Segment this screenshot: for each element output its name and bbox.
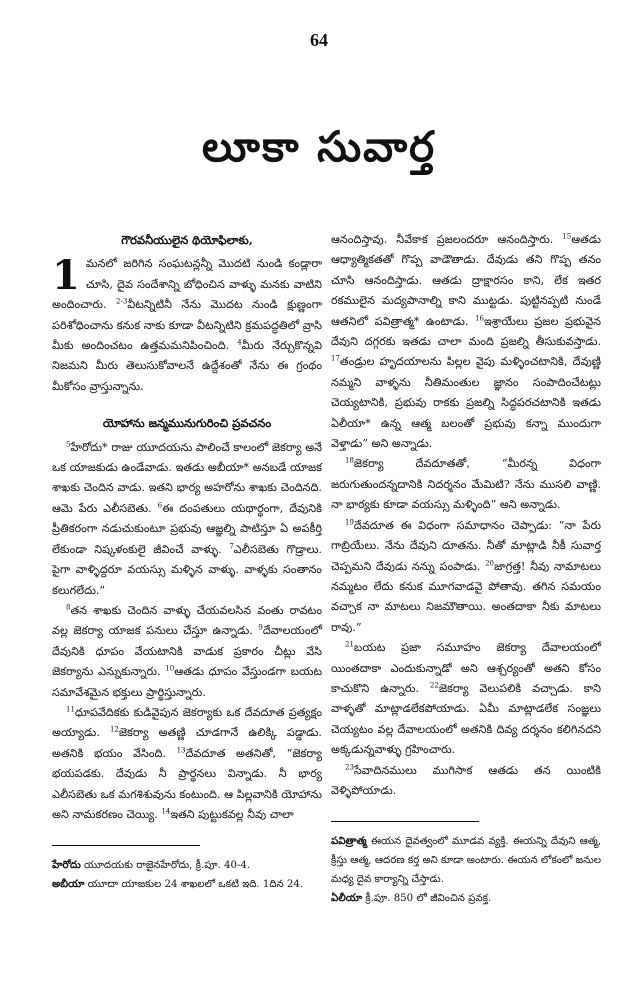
verse-text: ఆతడు ధూపం వేస్తుండగా బయట సమావేశమైన భక్తులు ప్రార్థిస్తున్నారు. [52,665,322,699]
verse-text: ఆనందిస్తావు. నీవేకాక ప్రజలందరూ ఆనందిస్తారు. [331,233,554,246]
footnote-divider [52,845,200,846]
verse-number: 17 [331,354,340,363]
footnote-text: క్రీ.పూ. 850 లో జీవించిన ప్రవక్త. [362,893,492,905]
verse-text: హేరోదు* రాజు యూదయను పాలించే కాలంలో జెకర్యా అనే ఒక యాజకుడు ఉండేవాడు. ఇతడు అబీయా* అనబడే యాజక శాఖకు చెందిన వాడు. ఇతని భార్య అహరోను శాఖకు చెందినది. ఆమె పేరు ఎలీసబెతు. [52,440,322,515]
verse-text: మనలో జరిగిన సంఘటన్లన్నీ మొదటి నుండి కండ్లారా చూసి, దైవ సందేశాన్ని బోధించిన వాళ్ళు మనకు వాటిని అందించారు. [52,257,322,312]
verse-number: 5 [66,439,71,448]
verse-text: ఇశ్రాయేలు ప్రజల ప్రభువైన దేవుని దగ్గరకు ఇతడు చాలా మంది ప్రజల్ని తీసుకువస్తాడు. [331,314,602,349]
verse-text: జెకర్యా దేవదూతతో, “మీరన్న విధంగా జరుగుతుందన్నదానికి నిదర్శనం మేమిటి? నేను ముసలి వాణ్ణి. నా భార్యకు కూడా వయస్సు మళ్ళింది” అని అన్నాడు. [331,457,601,512]
verse-number: 4 [237,338,242,347]
footnote [52,875,322,894]
footnote [331,832,601,889]
verse-text: ఈ దంపతులు యథార్థంగా, దేవునికి ప్రీతికరంగా నడుచుకుంటూ ప్రభువు ఆజ్ఞల్ని పాటిస్తూ ఏ అపకీర్తి లేకుండా నిష్కళంకులై జీవించే వాళ్ళు. [52,501,322,556]
verse-number: 19 [345,517,354,526]
verse-number: 10 [165,664,175,673]
verse-text: వీటన్నిటినీ నేను మొదట నుండి క్షుణ్ణంగా పరిశోధించాను కనుక నాకు కూడా వీటన్నిటిని క్రమపద్ధతిలో వ్రాసి మీకు అందించటం ఉత్తమమనిపించింది. [52,298,322,353]
verse-text: ఎలీసబెతు గొడ్రాలు. పైగా వాళ్ళిద్దరూ వయస్సు మళ్ళిన వాళ్ళు. వాళ్ళకు సంతానం కలుగలేదు.” [52,542,322,597]
page-number: 64 [310,30,328,50]
verse-number: 12 [109,725,119,734]
verse-text: ఇతని పుట్టుకవల్ల నీవు చాలా [170,807,294,821]
verse-number: 13 [176,746,186,755]
verse-number: 2-3 [116,297,128,306]
verse-number: 22 [429,681,439,690]
footnote-term: అబీయా [52,878,85,891]
paragraph [331,454,601,515]
verse-number: 16 [475,313,484,322]
verse-number: 21 [345,640,354,649]
verse-text: సేవాదినములు ముగిసాక ఆతడు తన యింటికి వెళ్ళిపోయాడు. [331,763,601,797]
verse-text: జెకర్యా అతణ్ణి చూడగానే ఉలిక్కి పడ్డాడు. అతనికి భయం వేసింది. [52,726,322,760]
verse-number: 11 [66,705,75,714]
verse-text: దేవదూత అతనితో, “జెకర్యా భయపడకు. దేవుడు నీ ప్రార్థనలు విన్నాడు. నీ భార్య ఎలీసబెతు ఒక మగశిశువును కంటుంది. ఆ పిల్లవానికి యోహాను అని నామకరణం చెయ్యి. [52,746,322,821]
footnote-term: హేరోదు [52,859,81,872]
paragraph [331,230,601,454]
paragraph [52,254,322,397]
section-heading: యోహాను జన్మమునుగురించి ప్రవచనం [102,416,272,431]
paragraph [331,638,601,760]
verse-text: ఆతడు ఆధ్యాత్మికతతో గొప్ప వాడౌతాడు. దేవుడు తని గొప్ప తనం చూసి ఆనందిస్తాడు. ఆతడు ద్రాక్షారసం కాని, లేక ఇతర రకములైన మద్యపానాల్ని కాని ముట్టడు. పుట్టినప్పటి నుండే ఆతనిలో పవిత్రాత్మ* ఉంటాడు. [331,233,602,328]
paragraph [52,703,322,825]
verse-text: జాగ్రత్త! నీవు నామాటలు నమ్మటం లేదు కనుక మూగవాడవై పోతావు. తగిన సమయం వచ్చాక నా మాటలు నిజమౌతాయి. అంతదాకా నీకు మాటలు రావు.” [331,559,602,634]
verse-number: 7 [229,541,234,550]
paragraph [52,601,322,703]
chapter-number: 1 [52,252,80,300]
verse-text: దేవాలయంలో దేవునికి ధూపం వేయటానికి వాడుక ప్రకారం చీట్లు వేసి జెకర్యాను ఎన్నుకున్నారు. [52,624,323,679]
footnote-term: పవిత్రాత్మ [331,835,367,848]
footnote-text: ఈయన దైవత్వంలో మూడవ వ్యక్తి. ఈయన్ని దేవుని ఆత్మ, క్రీస్తు ఆత్మ, ఆదరణ కర్త అని కూడా అంటారు. ఈయన లోకంలో జనుల మధ్య దైవ కార్యాన్ని చేస్తాడు. [331,836,601,886]
verse-number: 8 [66,603,71,612]
verse-text: మీరు నేర్చుకొన్నవి నిజమని మీరు తెలుసుకోవాలనే ఉద్దేశంతో నేను ఈ గ్రంథం మీకోసం వ్రాస్తున్నాను. [52,339,322,393]
verse-number: 15 [562,232,572,241]
footnote [331,889,601,908]
verse-text: బయట ప్రజా సమూహం జెకర్యా దేవాలయంలో యింతదాకా ఎందుకున్నాడో అని ఆశ్చర్యంతో అతని కోసం కాచుకొని ఉన్నారు. [331,641,601,695]
paragraph [331,761,601,802]
footnote-text: యూదయకు రాజైనహేరోదు, క్రీ.పూ. 40-4. [80,860,251,872]
verse-text: దేవదూత ఈ విధంగా సమాధానం చెప్పాడు: “నా పేరు గాబ్రియేలు. నేను దేవుని దూతను. నీతో మాట్లాడి నీకీ సువార్త చెప్పమని దేవుడు నన్ను పంపాడు. [331,518,601,573]
verse-text: తండ్రుల హృదయాలను పిల్లల వైపు మళ్ళించటానికి, దేవుణ్ణి నమ్మని వాళ్ళను నీతిమంతుల జ్ఞానం సంపాదించేటట్లు చెయ్యటానికి, ప్రభువు రాకకు ప్రజల్ని సిద్ధపరచటానికి ఇతడు ఏలీయా* ఉన్న ఆత్మ బలంతో ప్రభువు కన్నా ముందుగా వెళ్తాడు” అని అన్నాడు. [331,355,601,451]
verse-text: జెకర్యా వెలుపలికి వచ్చాడు. కాని వాళ్ళతో మాట్లాడలేకపోయాడు. ఏమీ మాట్లాడలేక సంజ్ఞలు చెయ్యటం వల్ల దేవాలయంలో అతనికి దివ్య దర్శనం కలిగినదని అక్కడున్నవాళ్ళు గ్రహించారు. [331,681,601,757]
verse-number: 18 [345,456,354,465]
footnote [52,856,322,875]
verse-number: 14 [161,807,171,816]
paragraph [52,438,322,601]
footnote-divider [331,821,479,822]
right-column [331,230,601,908]
verse-number: 23 [345,762,354,771]
verse-number: 6 [157,501,163,510]
verse-text: ధూపవేదికకు కుడివైపున జెకర్యాకు ఒక దేవదూత ప్రత్యక్షం అయ్యాడు. [52,705,322,740]
dedication-heading: గౌరవనీయులైన థియోఫిలాకు, [121,233,253,247]
verse-text: తన శాఖకు చెందిన వాళ్ళు చేయవలసిన వంతు రావటం వల్ల జెకర్యా యాజక పనులు చేస్తూ ఉన్నాడు. [52,603,322,638]
verse-number: 20 [485,558,494,567]
left-column [52,230,322,894]
footnote-text: యూదా యాజకుల 24 శాఖలలో ఒకటి ఇది. 1దిన 24. [84,879,304,891]
verse-number: 9 [258,623,263,632]
footnote-term: ఏలీయా [331,892,363,905]
paragraph [331,516,601,638]
book-title: లూకా సువార్త [201,122,437,171]
